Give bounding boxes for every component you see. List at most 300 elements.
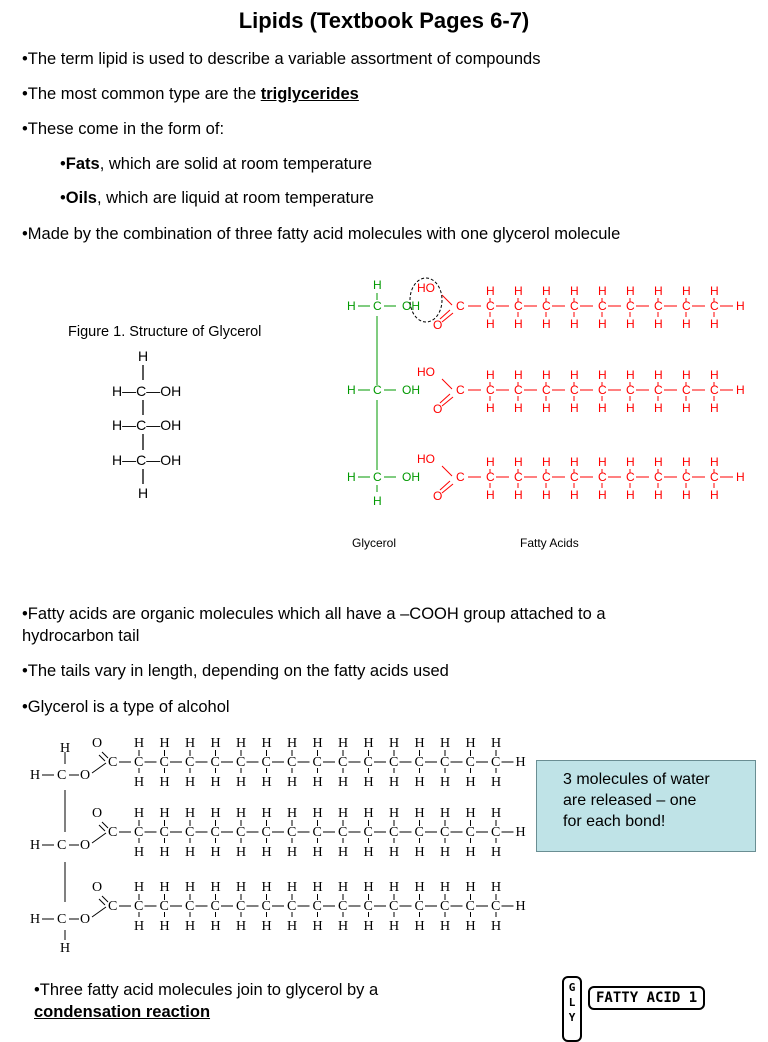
atom-c: C <box>261 755 271 770</box>
fatty-acid-1-block: FATTY ACID 1 <box>588 986 705 1010</box>
atom-c: C <box>389 755 399 770</box>
atom-c: C <box>287 755 297 770</box>
atom-h: H <box>736 299 745 313</box>
atom-o: O <box>433 402 443 416</box>
atom-h: H <box>598 368 607 382</box>
atom-h: H <box>389 919 400 934</box>
atom-h: H <box>682 488 691 502</box>
atom-c: C <box>414 755 424 770</box>
atom-h: H <box>185 736 196 751</box>
atom-c: C <box>542 470 551 484</box>
atom-h: H <box>134 736 145 751</box>
atom-c: C <box>108 899 118 914</box>
hydroxyl-group: HO <box>417 452 435 466</box>
atom-c: C <box>456 470 465 484</box>
atom-h: H <box>682 401 691 415</box>
atom-c: C <box>626 299 635 313</box>
atom-h: H <box>261 845 272 860</box>
glycerol-row-1: H—C—OH <box>112 383 182 399</box>
atom-h: H <box>626 317 635 331</box>
atom-c: C <box>456 299 465 313</box>
atom-h: H <box>570 455 579 469</box>
atom-h: H <box>134 919 145 934</box>
atom-h: H <box>491 775 502 790</box>
atom-h: H <box>626 284 635 298</box>
atom-h: H <box>598 284 607 298</box>
atom-h: H <box>570 368 579 382</box>
hydroxyl-group: OH <box>402 470 420 484</box>
atom-c: C <box>134 755 144 770</box>
atom-h: H <box>312 880 323 895</box>
glycerol-label: Glycerol <box>352 536 397 550</box>
atom-h: H <box>347 470 356 484</box>
atom-h: H <box>210 775 221 790</box>
atom-c: C <box>159 899 169 914</box>
atom-c: C <box>465 825 475 840</box>
bond-line <box>442 484 453 493</box>
atom-h: H <box>30 912 41 927</box>
atom-c: C <box>185 825 195 840</box>
atom-h: H <box>682 368 691 382</box>
atom-h: H <box>159 880 170 895</box>
atom-o: O <box>92 880 103 895</box>
atom-c: C <box>486 383 495 397</box>
atom-o: O <box>80 912 91 927</box>
atom-h: H <box>30 838 41 853</box>
atom-h: H <box>515 899 526 914</box>
bullet-mark: • <box>60 189 66 207</box>
atom-h: H <box>60 941 71 956</box>
atom-h: H <box>465 845 476 860</box>
atom-c: C <box>185 755 195 770</box>
atom-h: H <box>287 736 298 751</box>
atom-h: H <box>159 845 170 860</box>
bond-line <box>99 899 105 905</box>
atom-h: H <box>465 919 476 934</box>
atom-c: C <box>710 470 719 484</box>
atom-c: C <box>654 383 663 397</box>
atom-c: C <box>185 899 195 914</box>
atom-h: H <box>440 880 451 895</box>
atom-h: H <box>491 736 502 751</box>
atom-h: H <box>347 299 356 313</box>
atom-c: C <box>710 299 719 313</box>
atom-h: H <box>287 775 298 790</box>
atom-h: H <box>515 755 526 770</box>
atom-o: O <box>433 318 443 332</box>
atom-c: C <box>389 899 399 914</box>
atom-h: H <box>654 317 663 331</box>
atom-h: H <box>261 736 272 751</box>
atom-c: C <box>338 755 348 770</box>
bond-line <box>99 825 105 831</box>
atom-c: C <box>440 825 450 840</box>
atom-h: H <box>185 880 196 895</box>
atom-o: O <box>80 768 91 783</box>
atom-h: H <box>626 401 635 415</box>
bullet-condensation: •Three fatty acid molecules join to glycerol by a <box>34 981 379 999</box>
atom-h: H <box>710 368 719 382</box>
bullet-oils <box>60 188 374 209</box>
oils-term: Oils <box>65 189 97 207</box>
atom-h: H <box>440 845 451 860</box>
atom-h: H <box>363 919 374 934</box>
atom-c: C <box>236 755 246 770</box>
atom-c: C <box>414 825 424 840</box>
figure1-caption: Figure 1. Structure of Glycerol <box>68 324 262 340</box>
atom-h: H <box>236 919 247 934</box>
atom-c: C <box>108 825 118 840</box>
glycerol-row-2: H—C—OH <box>112 417 182 433</box>
atom-h: H <box>542 284 551 298</box>
bullet-mark: • <box>60 155 66 173</box>
atom-c: C <box>491 755 501 770</box>
atom-c: C <box>414 899 424 914</box>
atom-h: H <box>515 825 526 840</box>
atom-c: C <box>287 825 297 840</box>
atom-c: C <box>491 899 501 914</box>
glycerol-letter: Y <box>568 1011 576 1024</box>
atom-h: H <box>514 401 523 415</box>
bond-line <box>442 313 453 322</box>
atom-h: H <box>338 775 349 790</box>
atom-h: H <box>710 317 719 331</box>
glycerol-row-3: H—C—OH <box>112 452 182 468</box>
fatty-acids-label: Fatty Acids <box>520 536 579 550</box>
atom-h: H <box>414 806 425 821</box>
atom-c: C <box>682 299 691 313</box>
atom-h: H <box>414 845 425 860</box>
atom-h: H <box>236 845 247 860</box>
atom-c: C <box>363 755 373 770</box>
atom-h: H <box>236 736 247 751</box>
bullet-common-type <box>22 84 359 105</box>
atom-h: H <box>210 806 221 821</box>
atom-c: C <box>542 383 551 397</box>
atom-h: H <box>465 880 476 895</box>
atom-c: C <box>514 299 523 313</box>
atom-o: O <box>92 806 103 821</box>
atom-c: C <box>654 299 663 313</box>
atom-h: H <box>486 317 495 331</box>
atom-c: C <box>210 899 220 914</box>
atom-h: H <box>542 401 551 415</box>
atom-h: H <box>414 880 425 895</box>
hydroxyl-group: HO <box>417 281 435 295</box>
atom-h: H <box>185 919 196 934</box>
atom-h: H <box>598 401 607 415</box>
atom-h: H <box>486 284 495 298</box>
atom-c: C <box>486 299 495 313</box>
glycerol-fatty-acids-figure <box>330 272 750 562</box>
atom-h: H <box>261 880 272 895</box>
water-released-callout <box>536 760 756 852</box>
atom-h: H <box>389 806 400 821</box>
bullet-combination: •Made by the combination of three fatty acid molecules with one glycerol molecule <box>22 225 621 243</box>
atom-h: H <box>312 736 323 751</box>
atom-h: H <box>710 488 719 502</box>
atom-h: H <box>236 775 247 790</box>
bullet-lipid-term: •The term lipid is used to describe a variable assortment of compounds <box>22 50 541 68</box>
atom-h: H <box>389 736 400 751</box>
atom-h: H <box>570 488 579 502</box>
atom-h: H <box>626 488 635 502</box>
atom-c: C <box>338 899 348 914</box>
atom-h: H <box>159 806 170 821</box>
atom-h: H <box>185 775 196 790</box>
atom-c: C <box>57 912 67 927</box>
atom-h: H <box>363 880 374 895</box>
atom-h: H <box>363 806 374 821</box>
bullet-forms: •These come in the form of: <box>22 120 225 138</box>
atom-h: H <box>710 401 719 415</box>
atom-h: H <box>287 806 298 821</box>
atom-c: C <box>57 838 67 853</box>
bond-line <box>92 763 106 773</box>
atom-c: C <box>159 825 169 840</box>
atom-h: H <box>312 806 323 821</box>
atom-h: H <box>654 401 663 415</box>
atom-h: H <box>134 775 145 790</box>
atom-h: H <box>185 806 196 821</box>
atom-c: C <box>312 755 322 770</box>
atom-h: H <box>491 845 502 860</box>
atom-h: H <box>465 806 476 821</box>
fats-term: Fats <box>65 155 100 173</box>
atom-h: H <box>440 919 451 934</box>
atom-h: H <box>389 775 400 790</box>
atom-h: H <box>414 919 425 934</box>
bullet-tails: •The tails vary in length, depending on the fatty acids used <box>22 662 449 680</box>
atom-c: C <box>456 383 465 397</box>
atom-h: H <box>312 845 323 860</box>
atom-h: H <box>373 494 382 508</box>
atom-h: H <box>440 736 451 751</box>
atom-h: H <box>363 845 374 860</box>
atom-h: H <box>570 401 579 415</box>
condensation-reaction-term: condensation reaction <box>34 1003 211 1021</box>
atom-h: H <box>542 317 551 331</box>
atom-c: C <box>312 825 322 840</box>
atom-h: H <box>465 736 476 751</box>
glycerol-block <box>562 976 582 1042</box>
atom-h: H <box>598 455 607 469</box>
atom-c: C <box>570 383 579 397</box>
atom-h: H <box>570 317 579 331</box>
bullet-text: , which are liquid at room temperature <box>96 189 374 207</box>
atom-h: H <box>287 919 298 934</box>
atom-c: C <box>287 899 297 914</box>
atom-h: H <box>514 455 523 469</box>
bullet-text: , which are solid at room temperature <box>99 155 373 173</box>
atom-h: H <box>138 348 149 364</box>
bullet-glycerol-alcohol: •Glycerol is a type of alcohol <box>22 698 230 716</box>
atom-h: H <box>440 775 451 790</box>
atom-h: H <box>414 775 425 790</box>
atom-c: C <box>159 755 169 770</box>
atom-o: O <box>433 489 443 503</box>
atom-h: H <box>491 880 502 895</box>
atom-h: H <box>514 284 523 298</box>
glycerol-letter: G <box>568 981 576 994</box>
atom-h: H <box>389 845 400 860</box>
atom-o: O <box>80 838 91 853</box>
atom-h: H <box>514 368 523 382</box>
atom-c: C <box>134 899 144 914</box>
atom-c: C <box>134 825 144 840</box>
atom-h: H <box>710 284 719 298</box>
atom-h: H <box>598 317 607 331</box>
atom-c: C <box>486 470 495 484</box>
bond-line <box>442 379 452 389</box>
atom-h: H <box>30 768 41 783</box>
atom-c: C <box>440 899 450 914</box>
atom-c: C <box>373 383 382 397</box>
atom-c: C <box>654 470 663 484</box>
atom-h: H <box>159 775 170 790</box>
atom-c: C <box>710 383 719 397</box>
atom-h: H <box>626 368 635 382</box>
atom-h: H <box>710 455 719 469</box>
atom-c: C <box>338 825 348 840</box>
atom-c: C <box>570 299 579 313</box>
atom-h: H <box>261 775 272 790</box>
atom-c: C <box>514 383 523 397</box>
atom-c: C <box>373 299 382 313</box>
atom-h: H <box>134 806 145 821</box>
atom-h: H <box>389 880 400 895</box>
bullet-fatty-acids-cont: hydrocarbon tail <box>22 627 140 645</box>
atom-h: H <box>287 845 298 860</box>
atom-h: H <box>312 775 323 790</box>
atom-c: C <box>491 825 501 840</box>
atom-c: C <box>57 768 67 783</box>
atom-h: H <box>682 455 691 469</box>
atom-h: H <box>542 455 551 469</box>
atom-h: H <box>287 880 298 895</box>
atom-h: H <box>261 806 272 821</box>
atom-h: H <box>60 741 71 756</box>
atom-h: H <box>654 368 663 382</box>
triglycerides-term: triglycerides <box>260 85 359 103</box>
bond-line <box>92 833 106 843</box>
atom-h: H <box>465 775 476 790</box>
atom-c: C <box>542 299 551 313</box>
callout-line: for each bond! <box>563 813 666 830</box>
bond-line <box>92 907 106 917</box>
atom-c: C <box>363 825 373 840</box>
atom-h: H <box>542 368 551 382</box>
atom-h: H <box>654 488 663 502</box>
atom-h: H <box>338 806 349 821</box>
atom-c: C <box>465 899 475 914</box>
atom-h: H <box>486 401 495 415</box>
atom-h: H <box>338 880 349 895</box>
atom-h: H <box>236 880 247 895</box>
atom-c: C <box>261 825 271 840</box>
triglyceride-structure <box>28 722 538 958</box>
glycerol-structure-figure <box>60 316 280 506</box>
atom-h: H <box>363 736 374 751</box>
atom-c: C <box>373 470 382 484</box>
atom-h: H <box>363 775 374 790</box>
hydroxyl-group: OH <box>402 299 420 313</box>
atom-c: C <box>514 470 523 484</box>
atom-h: H <box>159 919 170 934</box>
callout-line: are released – one <box>563 792 697 809</box>
atom-c: C <box>465 755 475 770</box>
atom-h: H <box>682 317 691 331</box>
atom-h: H <box>338 736 349 751</box>
atom-h: H <box>626 455 635 469</box>
atom-h: H <box>514 488 523 502</box>
bullet-text: •The most common type are the <box>22 85 261 103</box>
atom-c: C <box>682 383 691 397</box>
atom-o: O <box>92 736 103 751</box>
atom-h: H <box>736 470 745 484</box>
atom-c: C <box>598 383 607 397</box>
atom-c: C <box>108 755 118 770</box>
bond-line <box>442 295 452 305</box>
atom-h: H <box>338 919 349 934</box>
atom-h: H <box>373 278 382 292</box>
atom-c: C <box>682 470 691 484</box>
atom-h: H <box>347 383 356 397</box>
atom-h: H <box>210 919 221 934</box>
atom-h: H <box>134 845 145 860</box>
atom-h: H <box>134 880 145 895</box>
atom-c: C <box>210 755 220 770</box>
atom-c: C <box>570 470 579 484</box>
hydroxyl-group: OH <box>402 383 420 397</box>
atom-h: H <box>486 455 495 469</box>
atom-c: C <box>261 899 271 914</box>
atom-h: H <box>491 806 502 821</box>
atom-h: H <box>210 880 221 895</box>
atom-c: C <box>236 825 246 840</box>
atom-c: C <box>598 299 607 313</box>
glycerol-letter: L <box>568 996 576 1009</box>
atom-c: C <box>210 825 220 840</box>
bullet-fatty-acids: •Fatty acids are organic molecules which all have a –COOH group attached to a <box>22 605 606 623</box>
bullet-fats <box>60 154 372 175</box>
atom-h: H <box>338 845 349 860</box>
atom-h: H <box>261 919 272 934</box>
atom-c: C <box>363 899 373 914</box>
atom-h: H <box>236 806 247 821</box>
atom-h: H <box>514 317 523 331</box>
atom-c: C <box>440 755 450 770</box>
atom-h: H <box>486 368 495 382</box>
atom-h: H <box>682 284 691 298</box>
atom-c: C <box>389 825 399 840</box>
atom-h: H <box>598 488 607 502</box>
page-title: Lipids (Textbook Pages 6-7) <box>238 8 530 33</box>
atom-c: C <box>626 383 635 397</box>
atom-h: H <box>210 736 221 751</box>
atom-c: C <box>598 470 607 484</box>
atom-h: H <box>440 806 451 821</box>
atom-c: C <box>312 899 322 914</box>
atom-c: C <box>236 899 246 914</box>
atom-c: C <box>626 470 635 484</box>
atom-h: H <box>210 845 221 860</box>
bond-line <box>99 755 105 761</box>
atom-h: H <box>159 736 170 751</box>
callout-line: 3 molecules of water <box>563 771 710 788</box>
atom-h: H <box>654 455 663 469</box>
atom-h: H <box>312 919 323 934</box>
